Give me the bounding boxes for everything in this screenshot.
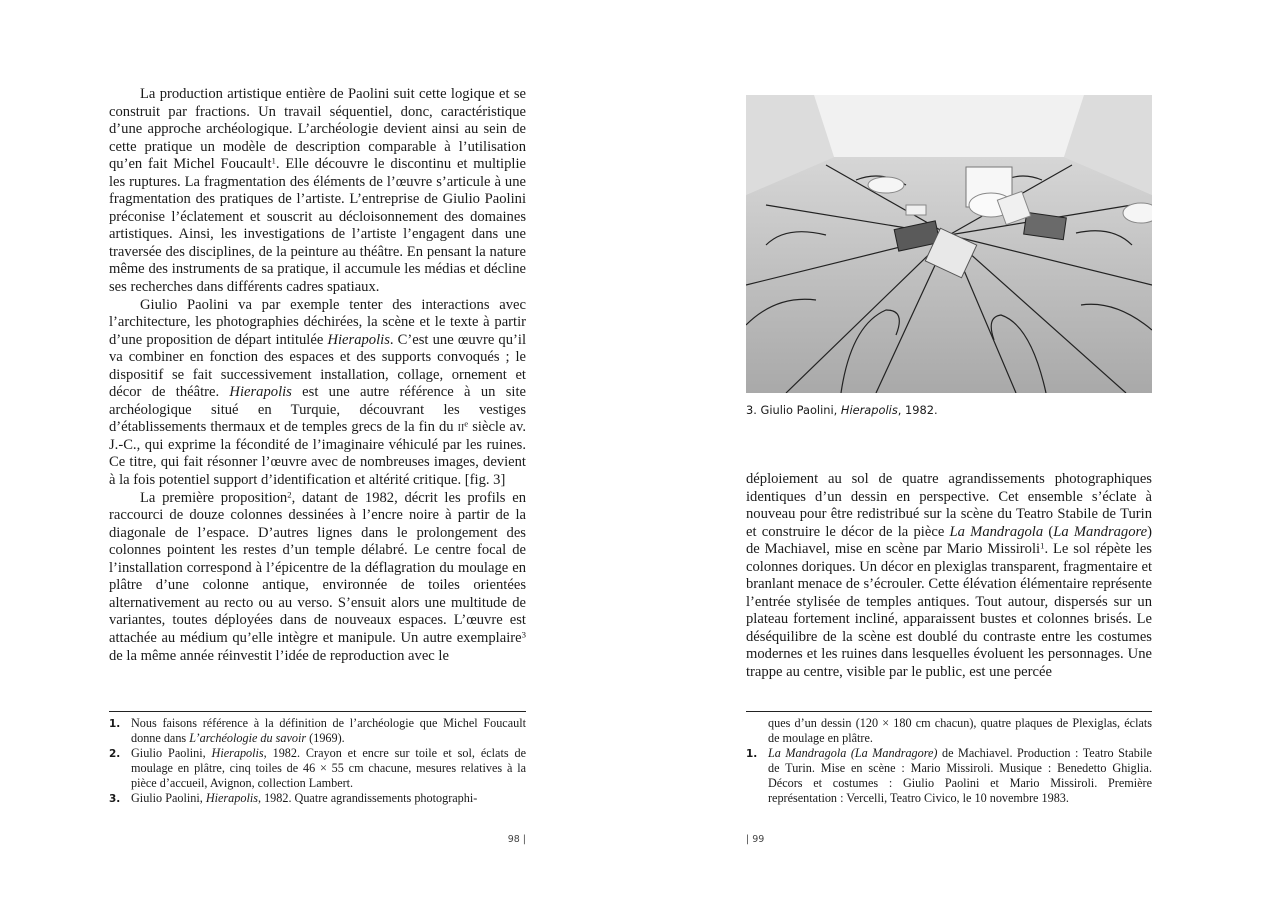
figure-caption: 3. Giulio Paolini, Hierapolis, 1982.: [746, 403, 938, 417]
paragraph-2: Giulio Paolini va par exemple tenter des interactions avec l’architecture, les photographies déchirées, la scène et le texte à partir d’une proposition de départ intitulée Hierapolis. C’est une œuvre qu’il va combiner en fonction des espaces et des supports convoqués ; le dispositif se fait successivement installation, collage, ornement et décor de théâtre. Hierapolis est une autre référence à un site archéologique situé en Turquie, découvrant les vestiges d’établissements thermaux et de temples grecs de la fin du $ii^e$ siècle av. J.-C., qui exprime la fécondité de l’imaginaire véhiculé par les ruines. Ce titre, qui fait résonner l’œuvre avec de nombreuses images, devient à la fois potentiel support d’identification et altérité critique. [fig. 3]: [109, 296, 526, 489]
footnote-continuation: ques d’un dessin (120 × 180 cm chacun), quatre plaques de Plexiglas, éclats de moulage en plâtre.: [768, 716, 1152, 745]
paragraph-3: La première proposition$^2$, datant de 1982, décrit les profils en raccourci de douze colonnes dessinées à l’encre noire à partir de la diagonale de l’espace. D’autres lignes dans le prolongement des colonnes pointent les restes d’un temple délabré. Le centre focal de l’installation correspond à l’épicentre de la déflagration du moulage en plâtre d’une colonne antique, environnée de toiles orientées alternativement au recto ou au verso. S’ensuit alors une multitude de variantes, toutes déployées dans de nouveaux espaces. L’œuvre est attachée au médium qu’elle intègre et manipule. Un autre exemplaire$^3$ de la même année réinvestit l’idée de reproduction avec le: [109, 489, 527, 664]
right-page: [636, 0, 1272, 904]
paragraph-continued: déploiement au sol de quatre agrandissements photographiques identiques d’un dessin en perspective. Cet ensemble s’éclate à nouveau pour être redistribué sur la scène du Teatro Stabile de Turin et construire le décor de la pièce La Mandragola (La Mandragore) de Machiavel, mise en scène par Mario Missiroli$^1$. Le sol répète les colonnes doriques. Un décor en plexiglas transparent, fragmentaire et branlant menace de s’écrouler. Cette élévation élémentaire représente l’entrée stylisée de temples antiques. Tout autour, dispersés sur un plateau fortement incliné, apparaissent bustes et colonnes brisés. Le déséquilibre de la scène est doublé du contraste entre les costumes modernes et les ruines dans lesquelles évoluent les personnages. Une trappe au centre, visible par le public, est une percée: [746, 471, 1153, 681]
footnote-ref[interactable]: 3: [521, 629, 526, 640]
right-body-text: [746, 471, 1152, 682]
footnote: 1. La Mandragola (La Mandragore) de Machiavel. Production : Teatro Stabile de Turin. Mise en scène : Mario Missiroli. Musique : Benedetto Ghiglia. Décors et costumes : Giulio Paolini et Mario Missiroli. Première représentation : Vercelli, Teatro Civico, le 10 novembre 1983.: [746, 746, 1152, 805]
left-body-text: [109, 86, 526, 665]
footnote: 1. Nous faisons référence à la définition de l’archéologie que Michel Foucault donne dans L’archéologie du savoir (1969).: [109, 716, 526, 745]
footnote-ref[interactable]: 1: [1040, 540, 1045, 551]
right-footnotes: [746, 711, 1152, 806]
footnote-ref[interactable]: 2: [287, 489, 292, 500]
page-number-left: 98 |: [507, 834, 526, 845]
page-number-right: | 99: [746, 834, 765, 845]
footnote: 3. Giulio Paolini, Hierapolis, 1982. Quatre agrandissements photographi-: [109, 791, 478, 805]
figure-3-photo: [746, 95, 1152, 393]
paragraph-1: La production artistique entière de Paolini suit cette logique et se construit par fractions. Un travail séquentiel, donc, caractéristique d’une approche archéologique. L’archéologie devient ainsi au sein de cette pratique un modèle de description comparable à l’utilisation qu’en fait Michel Foucault$^1$. Elle découvre le discontinu et multiplie les ruptures. La fragmentation des éléments de l’œuvre s’articule à une fragmentation des pratiques de l’artiste. L’entreprise de Giulio Paolini préconise l’éclatement et souscrit au décloisonnement des domaines artistiques. Ainsi, les investigations de l’artiste l’engagent dans une traversée des disciplines, de la peinture au théâtre. En pensant la nature même des instruments de sa pratique, il accumule les médias et décline ses recherches dans différents cadres spatiaux.: [109, 86, 526, 296]
footnote-ref[interactable]: 1: [271, 155, 276, 166]
footnote: 2. Giulio Paolini, Hierapolis, 1982. Crayon et encre sur toile et sol, éclats de moulage en plâtre, cinq toiles de 46 × 55 cm chacune, mesures relatives à la pièce d’accueil, Avignon, collection Lambert.: [109, 746, 526, 790]
left-footnotes: [109, 711, 526, 807]
